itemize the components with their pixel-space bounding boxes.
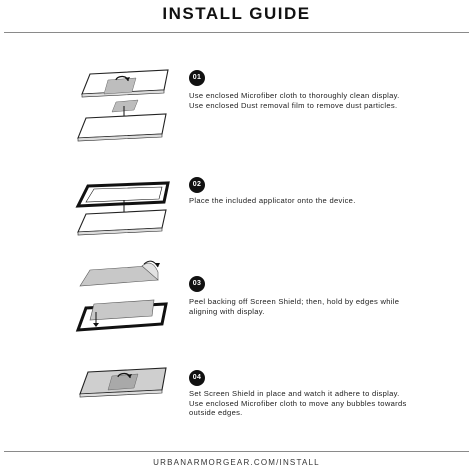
- footer-url: URBANARMORGEAR.COM/INSTALL: [153, 458, 320, 467]
- step-instruction: Use enclosed Microfiber cloth to thoroughly clean display. Use enclosed Dust removal film to remove dust particles.: [189, 91, 400, 110]
- step-instruction: Peel backing off Screen Shield; then, hold by edges while aligning with display.: [189, 297, 400, 316]
- step-instruction: Place the included applicator onto the device.: [189, 196, 356, 205]
- step-badge: 04: [189, 370, 205, 386]
- microfiber-cloth-icon: [108, 373, 138, 390]
- screen-shield-peel-icon: [80, 261, 160, 286]
- step-badge: 01: [189, 70, 205, 86]
- phone-outline-icon: [78, 210, 166, 235]
- step-1-illustration: [72, 66, 172, 146]
- applicator-frame-icon: [78, 183, 168, 206]
- page-title: INSTALL GUIDE: [162, 4, 311, 23]
- step-2-illustration: [72, 180, 172, 236]
- step-4-illustration: [72, 360, 172, 406]
- bottom-divider: [4, 451, 469, 452]
- applicator-frame-icon: [78, 300, 166, 330]
- top-divider: [4, 32, 469, 33]
- step-badge: 02: [189, 177, 205, 193]
- step-3-illustration: [72, 258, 172, 338]
- step-instruction: Set Screen Shield in place and watch it adhere to display. Use enclosed Microfiber cloth to move any bubbles towards outside edges.: [189, 389, 407, 418]
- step-badge: 03: [189, 276, 205, 292]
- phone-outline-icon: [78, 114, 166, 141]
- dust-removal-film-icon: [112, 100, 138, 112]
